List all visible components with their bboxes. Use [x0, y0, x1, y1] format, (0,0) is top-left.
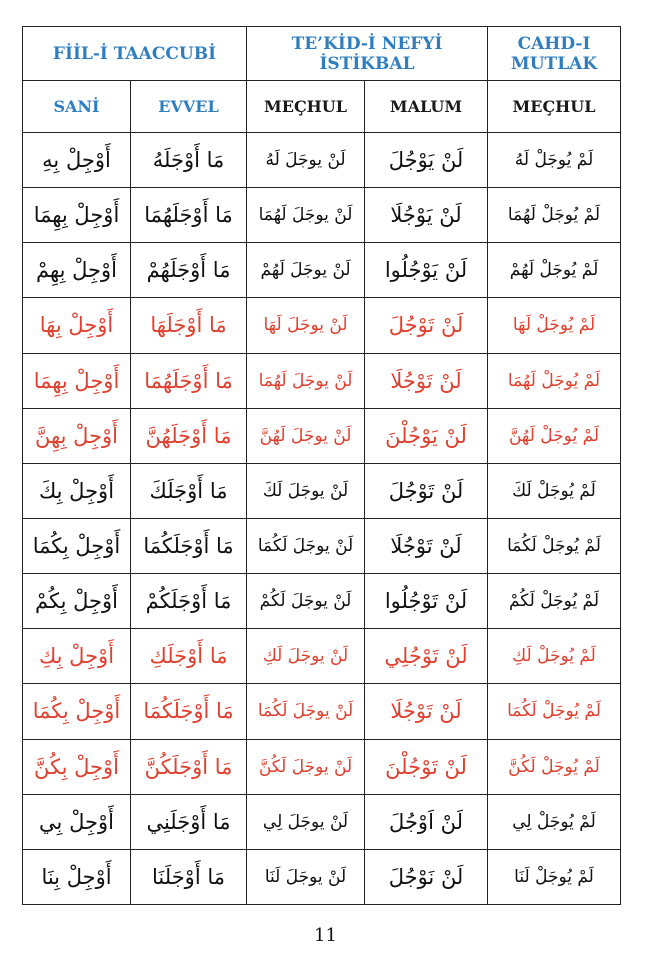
cell-tekid-malum: لَنْ تَوْجُلَا	[365, 518, 488, 573]
cell-evvel: مَا أَوْجَلَكُمَا	[131, 518, 247, 573]
cell-cahd-mechul: لَمْ يُوجَلْ لَكِ	[488, 629, 621, 684]
cell-tekid-mechul: لَنْ يوجَلَ لَكَ	[247, 463, 365, 518]
group-header-row	[23, 27, 621, 81]
group-header-tekid-i-nefyi-istikbal	[247, 27, 488, 81]
cell-tekid-malum: لَنْ اَوْجُلَ	[365, 794, 488, 849]
cell-tekid-mechul: لَنْ يوجَلَ لِي	[247, 794, 365, 849]
column-header-mechul-cahd: MEÇHUL	[488, 81, 621, 133]
cell-evvel: مَا أَوْجَلَهُمَا	[131, 188, 247, 243]
cell-cahd-mechul: لَمْ يُوجَلْ لَنَا	[488, 849, 621, 904]
cell-tekid-mechul: لَنْ يوجَلَ لَكُمَا	[247, 684, 365, 739]
table-row	[23, 353, 621, 408]
cell-tekid-mechul: لَنْ يوجَلَ لَكُمْ	[247, 574, 365, 629]
cell-cahd-mechul: لَمْ يُوجَلْ لَهُمْ	[488, 243, 621, 298]
cell-tekid-mechul: لَنْ يوجَلَ لَهُمَا	[247, 353, 365, 408]
cell-tekid-malum: لَنْ يَوْجُلْنَ	[365, 408, 488, 463]
cell-tekid-malum: لَنْ نَوْجُلَ	[365, 849, 488, 904]
cell-evvel: مَا أَوْجَلَكَ	[131, 463, 247, 518]
cell-sani: أَوْجِلْ بِهِ	[23, 133, 131, 188]
cell-evvel: مَا أَوْجَلَكُمْ	[131, 574, 247, 629]
cell-evvel: مَا أَوْجَلَهُمْ	[131, 243, 247, 298]
cell-tekid-mechul: لَنْ يوجَلَ لَهُ	[247, 133, 365, 188]
table-row	[23, 684, 621, 739]
group-header-line: FİİL-İ TAACCUBİ	[52, 43, 217, 64]
cell-sani: أَوْجِلْ بِنَا	[23, 849, 131, 904]
column-header-malum: MALUM	[365, 81, 488, 133]
cell-tekid-malum: لَنْ تَوْجُلْنَ	[365, 739, 488, 794]
cell-tekid-malum: لَنْ تَوْجُلَ	[365, 298, 488, 353]
cell-cahd-mechul: لَمْ يُوجَلْ لَكَ	[488, 463, 621, 518]
conjugation-table	[22, 26, 621, 905]
cell-cahd-mechul: لَمْ يُوجَلْ لَكُمْ	[488, 574, 621, 629]
table-row	[23, 243, 621, 298]
cell-sani: أَوْجِلْ بِي	[23, 794, 131, 849]
cell-tekid-mechul: لَنْ يوجَلَ لَهُمَا	[247, 188, 365, 243]
column-header-evvel: EVVEL	[131, 81, 247, 133]
cell-cahd-mechul: لَمْ يُوجَلْ لَهُ	[488, 133, 621, 188]
cell-evvel: مَا أَوْجَلَكُنَّ	[131, 739, 247, 794]
cell-cahd-mechul: لَمْ يُوجَلْ لَكُنَّ	[488, 739, 621, 794]
cell-evvel: مَا أَوْجَلَهَا	[131, 298, 247, 353]
table-row	[23, 298, 621, 353]
cell-sani: أَوْجِلْ بِكُمْ	[23, 574, 131, 629]
cell-evvel: مَا أَوْجَلَنَا	[131, 849, 247, 904]
cell-evvel: مَا أَوْجَلَهُمَا	[131, 353, 247, 408]
cell-evvel: مَا أَوْجَلَنِي	[131, 794, 247, 849]
column-header-row	[23, 81, 621, 133]
group-header-line: CAHD-I	[517, 33, 591, 54]
table-row	[23, 574, 621, 629]
cell-sani: أَوْجِلْ بِكِ	[23, 629, 131, 684]
cell-tekid-mechul: لَنْ يوجَلَ لَهُنَّ	[247, 408, 365, 463]
table-row	[23, 408, 621, 463]
cell-tekid-malum: لَنْ تَوْجُلُوا	[365, 574, 488, 629]
table-row	[23, 739, 621, 794]
table-row	[23, 794, 621, 849]
cell-tekid-mechul: لَنْ يوجَلَ لَكُنَّ	[247, 739, 365, 794]
table-row	[23, 629, 621, 684]
cell-sani: أَوْجِلْ بِهِمَا	[23, 188, 131, 243]
table-row	[23, 463, 621, 518]
table-row	[23, 518, 621, 573]
cell-sani: أَوْجِلْ بِهِمَا	[23, 353, 131, 408]
cell-sani: أَوْجِلْ بِكُمَا	[23, 684, 131, 739]
cell-tekid-malum: لَنْ تَوْجُلِي	[365, 629, 488, 684]
table-row	[23, 133, 621, 188]
cell-sani: أَوْجِلْ بِهِمْ	[23, 243, 131, 298]
cell-sani: أَوْجِلْ بِهِنَّ	[23, 408, 131, 463]
cell-evvel: مَا أَوْجَلَكِ	[131, 629, 247, 684]
cell-cahd-mechul: لَمْ يُوجَلْ لِي	[488, 794, 621, 849]
cell-tekid-malum: لَنْ تَوْجُلَا	[365, 684, 488, 739]
group-header-cahd-i-mutlak	[488, 27, 621, 81]
cell-cahd-mechul: لَمْ يُوجَلْ لَهَا	[488, 298, 621, 353]
cell-tekid-malum: لَنْ تَوْجُلَا	[365, 353, 488, 408]
group-header-line: İSTİKBAL	[319, 53, 415, 74]
column-header-sani: SANİ	[23, 81, 131, 133]
cell-cahd-mechul: لَمْ يُوجَلْ لَهُنَّ	[488, 408, 621, 463]
cell-evvel: مَا أَوْجَلَهُنَّ	[131, 408, 247, 463]
cell-tekid-mechul: لَنْ يوجَلَ لَهَا	[247, 298, 365, 353]
cell-sani: أَوْجِلْ بِكُمَا	[23, 518, 131, 573]
table-row	[23, 188, 621, 243]
cell-cahd-mechul: لَمْ يُوجَلْ لَكُمَا	[488, 518, 621, 573]
cell-sani: أَوْجِلْ بِكُنَّ	[23, 739, 131, 794]
table-row	[23, 849, 621, 904]
cell-cahd-mechul: لَمْ يُوجَلْ لَهُمَا	[488, 188, 621, 243]
group-header-fiil-i-taaccubi	[23, 27, 247, 81]
cell-tekid-mechul: لَنْ يوجَلَ لَكُمَا	[247, 518, 365, 573]
cell-tekid-mechul: لَنْ يوجَلَ لَهُمْ	[247, 243, 365, 298]
table-body	[23, 133, 621, 905]
cell-tekid-malum: لَنْ يَوْجُلَ	[365, 133, 488, 188]
cell-tekid-mechul: لَنْ يوجَلَ لَنَا	[247, 849, 365, 904]
page-number: 11	[314, 925, 337, 946]
cell-evvel: مَا أَوْجَلَهُ	[131, 133, 247, 188]
group-header-line: MUTLAK	[510, 53, 598, 74]
cell-sani: أَوْجِلْ بِهَا	[23, 298, 131, 353]
cell-tekid-malum: لَنْ يَوْجُلَا	[365, 188, 488, 243]
cell-tekid-mechul: لَنْ يوجَلَ لَكِ	[247, 629, 365, 684]
cell-tekid-malum: لَنْ تَوْجُلَ	[365, 463, 488, 518]
cell-evvel: مَا أَوْجَلَكُمَا	[131, 684, 247, 739]
cell-sani: أَوْجِلْ بِكَ	[23, 463, 131, 518]
cell-cahd-mechul: لَمْ يُوجَلْ لَهُمَا	[488, 353, 621, 408]
column-header-mechul: MEÇHUL	[247, 81, 365, 133]
cell-tekid-malum: لَنْ يَوْجُلُوا	[365, 243, 488, 298]
cell-cahd-mechul: لَمْ يُوجَلْ لَكُمَا	[488, 684, 621, 739]
group-header-line: TE’KİD-İ NEFYİ	[291, 33, 443, 54]
